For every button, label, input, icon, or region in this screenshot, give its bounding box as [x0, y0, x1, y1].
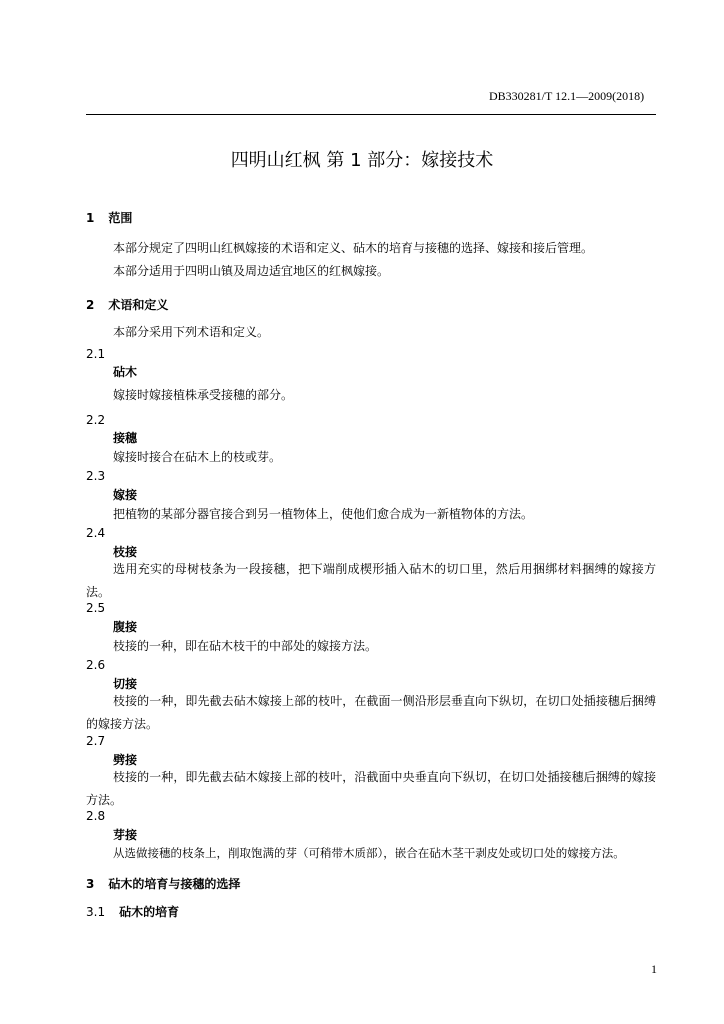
section-1-heading — [86, 212, 132, 224]
term-definition: 嫁接时接合在砧木上的枝或芽。 — [113, 450, 282, 464]
document-title: 四明山红枫 第 1 部分：嫁接技术 — [230, 150, 494, 171]
paragraph: 本部分规定了四明山红枫嫁接的术语和定义、砧木的培育与接穗的选择、嫁接和接后管理。 — [113, 241, 594, 255]
section-number: 3 — [86, 877, 95, 891]
header-rule — [86, 114, 656, 115]
section-3-1-heading — [86, 906, 179, 918]
term-definition: 把植物的某部分器官接合到另一植物体上，使他们愈合成为一新植物体的方法。 — [113, 507, 534, 521]
section-title: 砧木的培育 — [119, 905, 180, 919]
section-title: 术语和定义 — [108, 298, 169, 312]
paragraph: 本部分适用于四明山镇及周边适宜地区的红枫嫁接。 — [113, 264, 390, 278]
section-3-heading — [86, 878, 240, 890]
section-number: 2 — [86, 298, 95, 312]
term-definition: 嫁接时嫁接植株承受接穗的部分。 — [113, 388, 294, 402]
term-name: 劈接 — [113, 753, 138, 767]
section-2-heading — [86, 299, 168, 311]
section-number: 1 — [86, 211, 95, 225]
standard-code: DB330281/T 12.1—2009(2018) — [489, 89, 645, 103]
term-name: 嫁接 — [113, 488, 138, 502]
term-name: 接穗 — [113, 431, 138, 445]
term-name: 芽接 — [113, 828, 138, 842]
term-definition: 选用充实的母树枝条为一段接穗，把下端削成楔形插入砧木的切口里，然后用捆绑材料捆缚的嫁接方法。 — [86, 562, 656, 599]
page-number: 1 — [651, 962, 657, 976]
term-number: 2.7 — [86, 734, 106, 748]
term-definition: 枝接的一种，即在砧木枝干的中部处的嫁接方法。 — [113, 639, 378, 653]
term-number: 2.1 — [86, 347, 106, 361]
term-number: 2.8 — [86, 809, 106, 823]
term-number: 2.5 — [86, 601, 106, 615]
section-title: 砧木的培育与接穗的选择 — [108, 877, 241, 891]
term-name: 砧木 — [113, 365, 138, 379]
term-definition: 枝接的一种，即先截去砧木嫁接上部的枝叶，沿截面中央垂直向下纵切，在切口处插接穗后捆缚的嫁接方法。 — [86, 770, 656, 807]
term-number: 2.6 — [86, 658, 106, 672]
paragraph: 本部分采用下列术语和定义。 — [113, 325, 270, 339]
term-name: 切接 — [113, 677, 138, 691]
term-number: 2.3 — [86, 469, 106, 483]
term-number: 2.2 — [86, 413, 106, 427]
section-title: 范围 — [108, 211, 133, 225]
term-name: 腹接 — [113, 620, 138, 634]
section-number: 3.1 — [86, 905, 106, 919]
term-number: 2.4 — [86, 526, 106, 540]
term-definition: 从选做接穗的枝条上，削取饱满的芽（可稍带木质部），嵌合在砧木茎干剥皮处或切口处的嫁接方法。 — [113, 846, 625, 860]
term-name: 枝接 — [113, 545, 138, 559]
term-definition: 枝接的一种，即先截去砧木嫁接上部的枝叶，在截面一侧沿形层垂直向下纵切，在切口处插接穗后捆缚的嫁接方法。 — [86, 694, 656, 731]
